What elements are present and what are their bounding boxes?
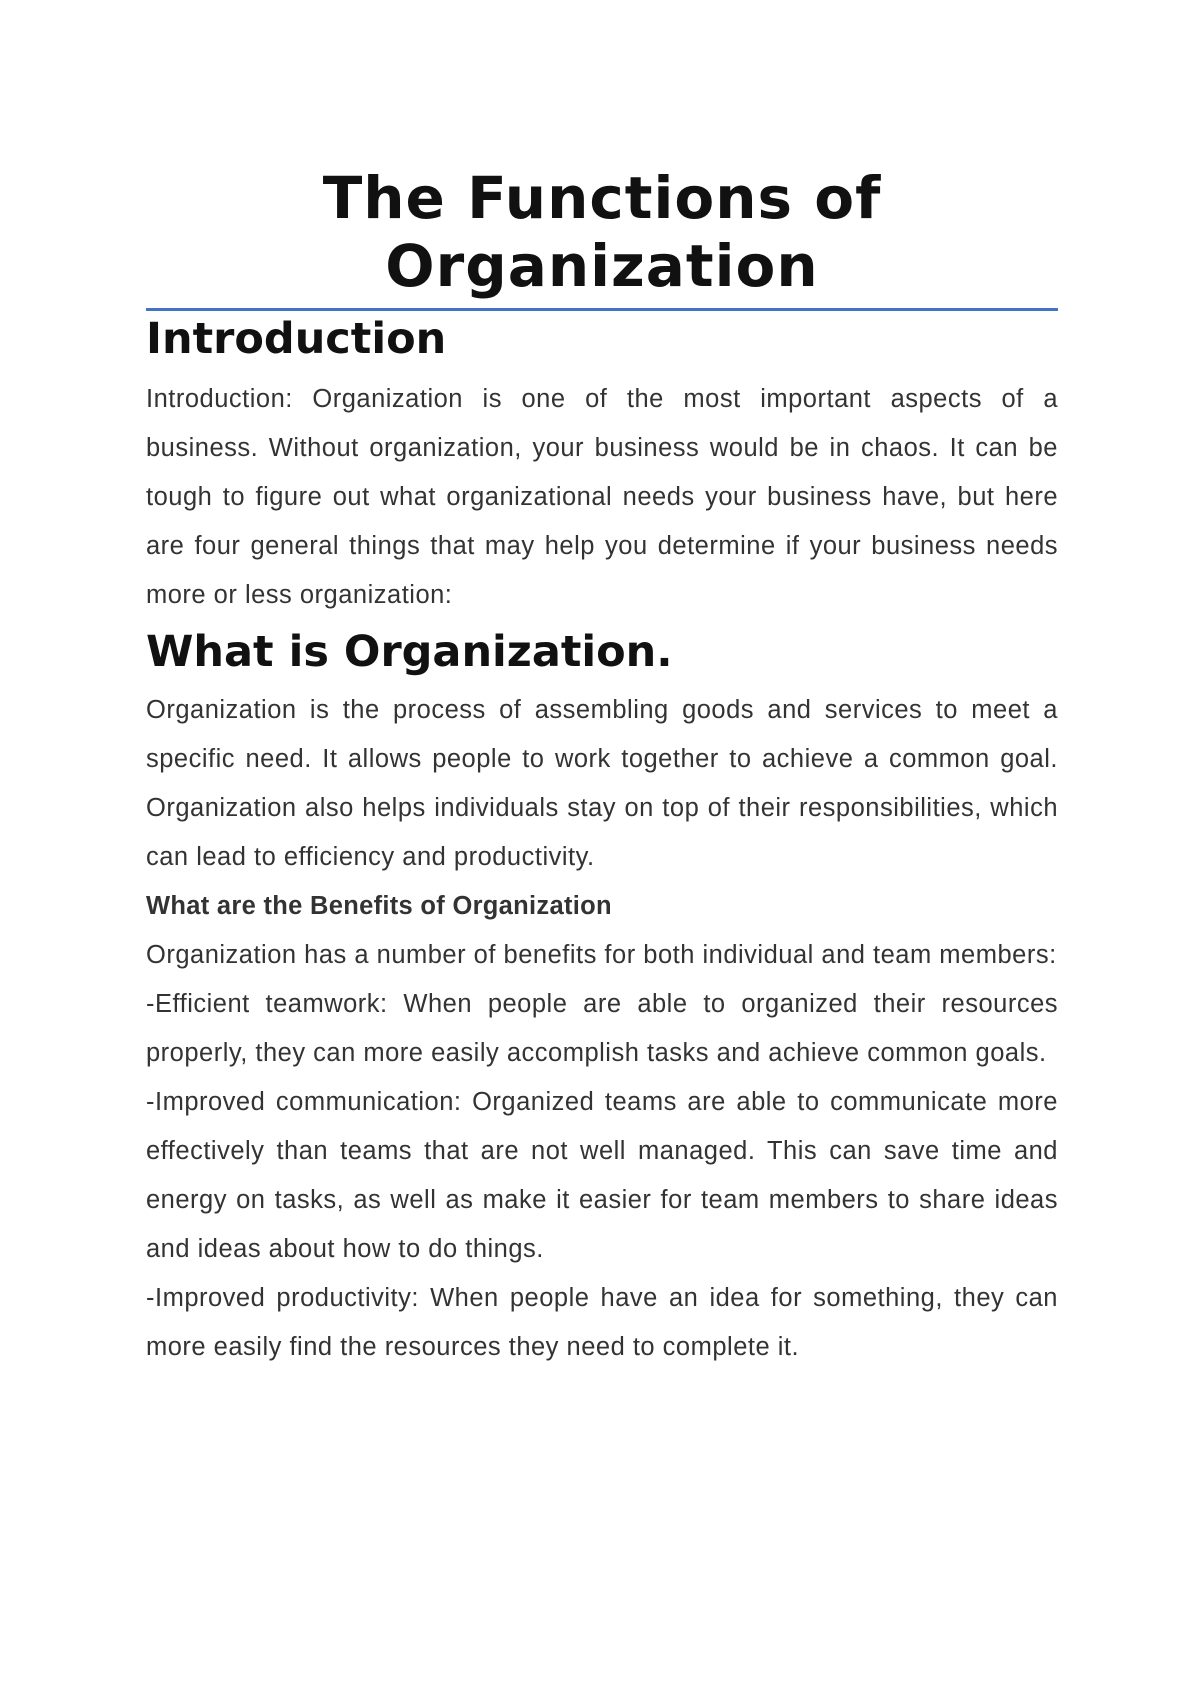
benefits-intro-paragraph: Organization has a number of benefits for both individual and team members: (146, 941, 1057, 969)
benefit-communication-paragraph: -Improved communication: Organized teams are able to communicate more effectively than teams that are not well managed. This can save time and energy on tasks, as well as make it easier for team members to share ideas and ideas about how to do things. (146, 1088, 1058, 1263)
benefit-productivity-paragraph: -Improved productivity: When people have an idea for something, they can more easily find the resources they need to complete it. (146, 1284, 1058, 1361)
what-is-organization-paragraph: Organization is the process of assembling goods and services to meet a specific need. It allows people to work together to achieve a common goal. Organization also helps individuals stay on top of their responsibilities, which can lead to efficiency and productivity. (146, 696, 1058, 871)
introduction-heading: Introduction (146, 314, 447, 364)
title-line-1: The Functions of (322, 164, 882, 232)
document-title (146, 164, 1058, 300)
title-line-2: Organization (385, 232, 819, 300)
benefit-teamwork-paragraph: -Efficient teamwork: When people are able to organized their resources properly, they can more easily accomplish tasks and achieve common goals. (146, 990, 1058, 1067)
what-is-organization-heading: What is Organization. (146, 627, 673, 677)
introduction-paragraph: Introduction: Organization is one of the most important aspects of a business. Without organization, your business would be in chaos. It can be tough to figure out what organizational needs your business have, but here are four general things that may help you determine if your business needs more or less organization: (146, 385, 1058, 609)
benefits-heading: What are the Benefits of Organization (146, 892, 612, 920)
document-body (146, 306, 1058, 1372)
